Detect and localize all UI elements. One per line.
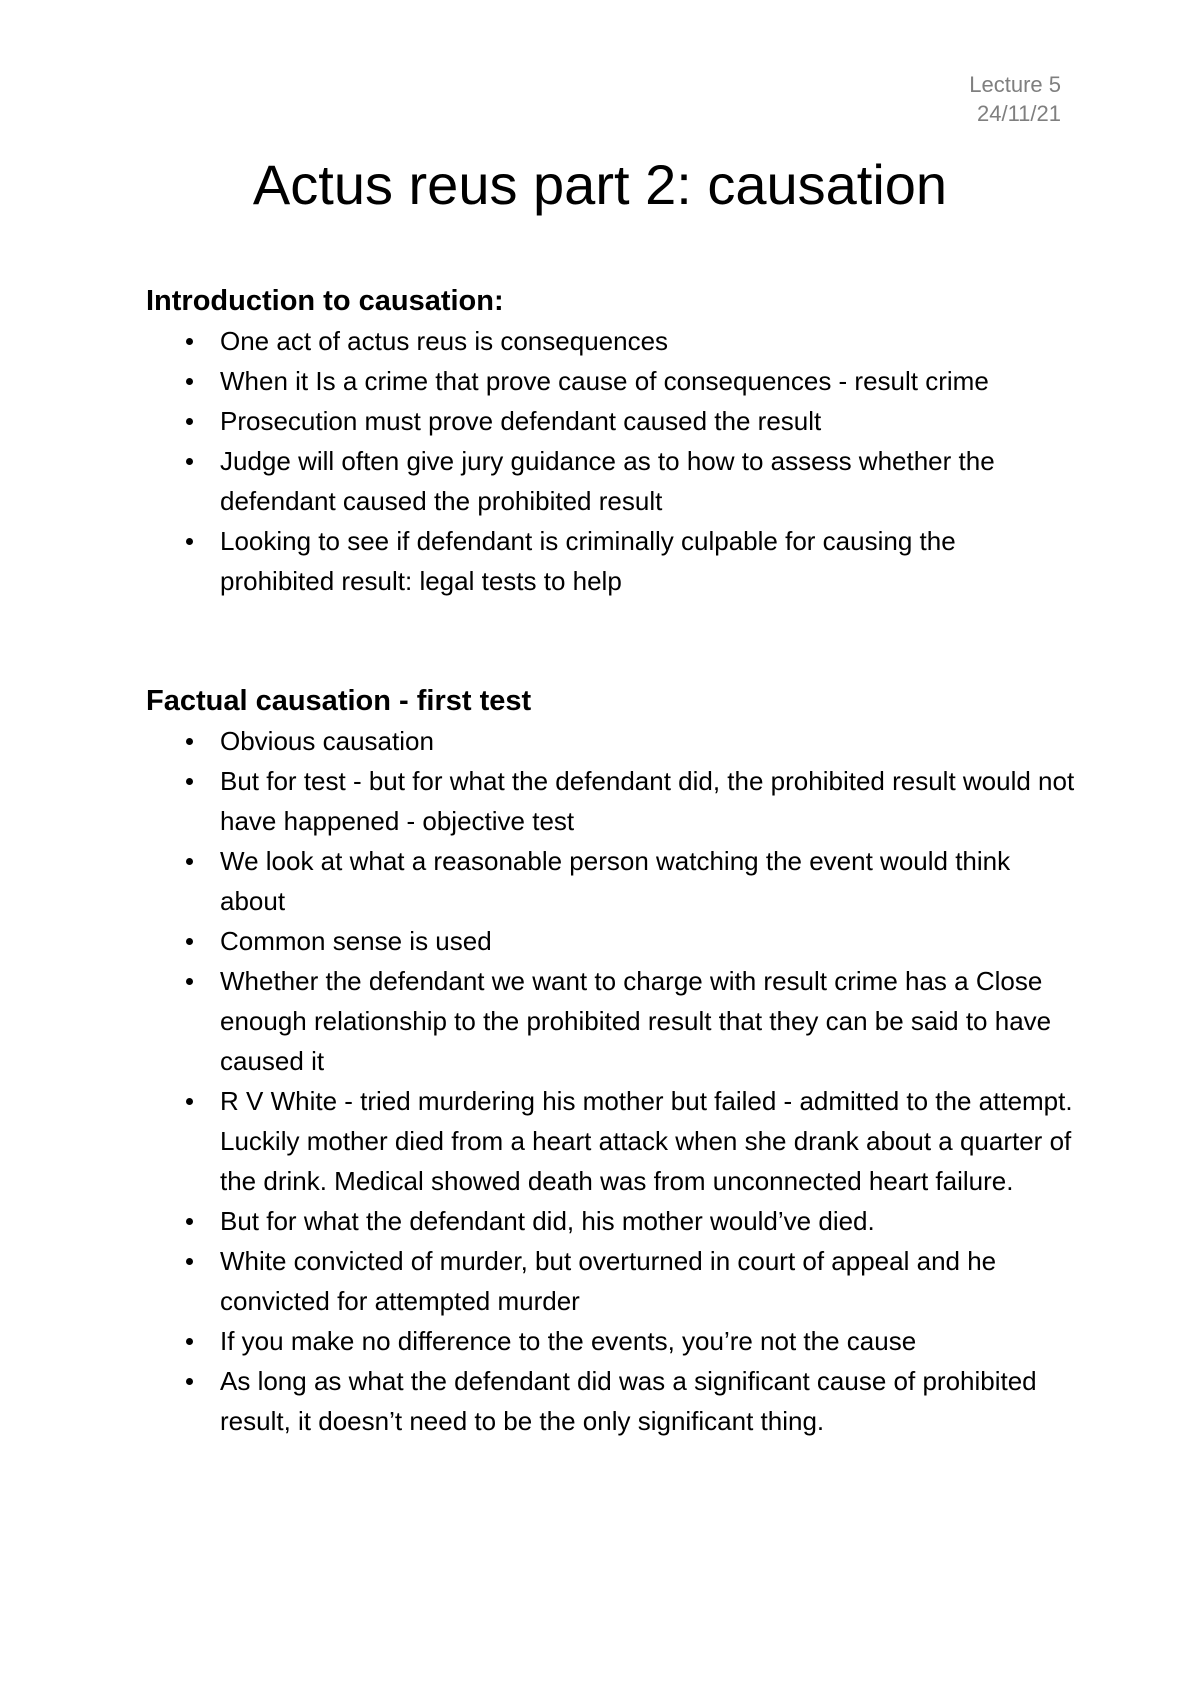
page-title: Actus reus part 2: causation [252,153,948,216]
section-heading: Factual causation - first test [146,685,532,717]
list-item: But for what the defendant did, his mother would’ve died. [146,1201,1076,1241]
list-item: Obvious causation [146,721,1076,761]
list-item: R V White - tried murdering his mother but failed - admitted to the attempt. Luckily mother died from a heart attack when she drank about a quarter of the drink. Medical showed death was from unconnected heart failure. [146,1081,1076,1201]
section-factual-causation [146,681,1076,1441]
list-item: Whether the defendant we want to charge with result crime has a Close enough relationship to the prohibited result that they can be said to have caused it [146,961,1076,1081]
section-heading: Introduction to causation: [146,285,504,317]
list-item: One act of actus reus is consequences [146,321,1076,361]
lecture-date: 24/11/21 [976,101,1061,126]
list-item: Looking to see if defendant is criminally culpable for causing the prohibited result: legal tests to help [146,521,1076,601]
list-item: Prosecution must prove defendant caused the result [146,401,1076,441]
lecture-number: Lecture 5 [969,72,1061,97]
list-item: If you make no difference to the events, you’re not the cause [146,1321,1076,1361]
list-item: As long as what the defendant did was a significant cause of prohibited result, it doesn’t need to be the only significant thing. [146,1361,1076,1441]
list-item: But for test - but for what the defendant did, the prohibited result would not have happened - objective test [146,761,1076,841]
section-introduction [146,281,1076,601]
bullet-list [146,321,1076,601]
list-item: White convicted of murder, but overturned in court of appeal and he convicted for attempted murder [146,1241,1076,1321]
list-item: Common sense is used [146,921,1076,961]
list-item: Judge will often give jury guidance as to how to assess whether the defendant caused the prohibited result [146,441,1076,521]
bullet-list [146,721,1076,1441]
list-item: We look at what a reasonable person watching the event would think about [146,841,1076,921]
lecture-meta [969,70,1061,128]
list-item: When it Is a crime that prove cause of consequences - result crime [146,361,1076,401]
